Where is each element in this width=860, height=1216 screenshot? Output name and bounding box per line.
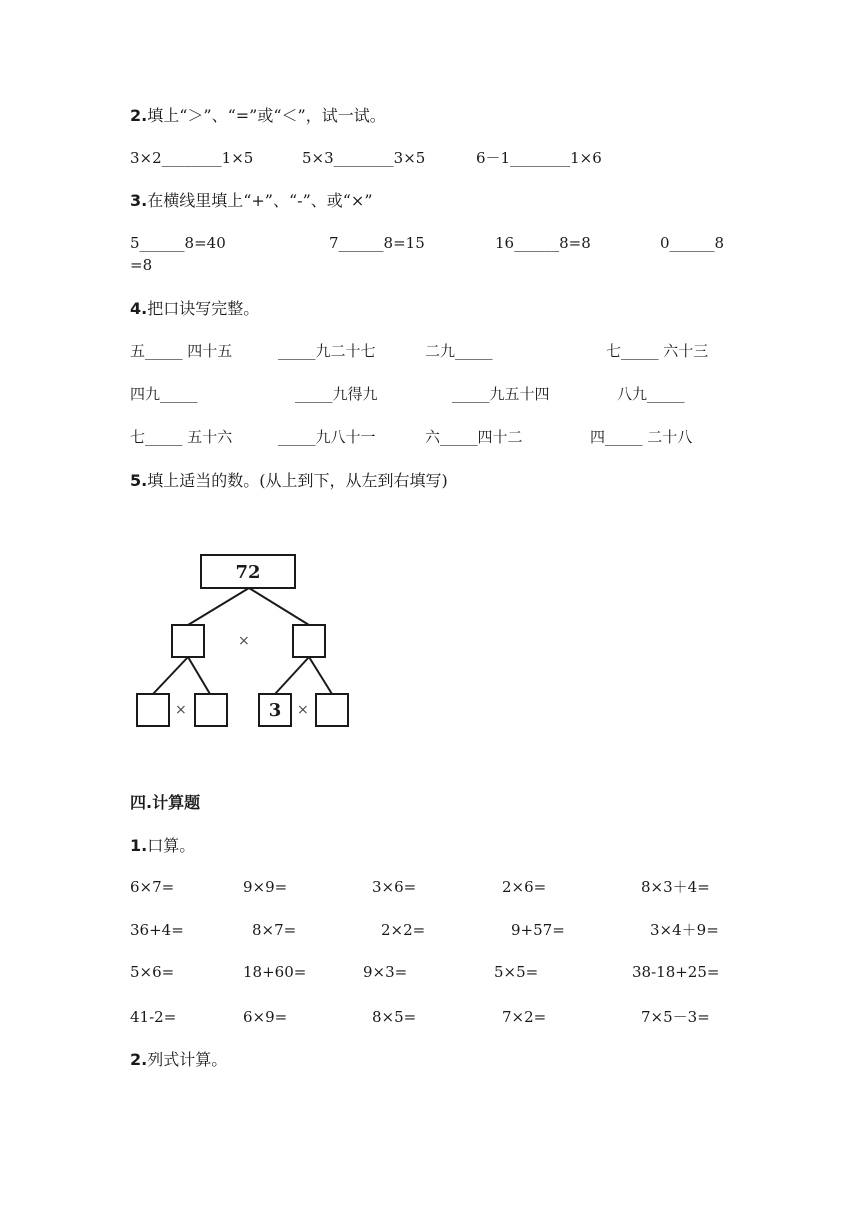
calc1-text: 口算。 xyxy=(147,836,196,855)
calc1-heading xyxy=(130,838,195,854)
calc1-r1-c5: 8×3＋4= xyxy=(641,878,710,896)
q3-item-3: 16______8=8 xyxy=(495,234,591,252)
tree-line-root-left xyxy=(188,588,249,625)
calc1-r3-c1: 5×6= xyxy=(130,963,175,981)
calc1-r2-c5: 3×4＋9= xyxy=(650,921,719,939)
q3-item-1: 5______8=40 xyxy=(130,234,226,252)
q4-text: 把口诀写完整。 xyxy=(147,299,260,318)
q4-r2-c4: 八九_____ xyxy=(617,385,685,403)
tree-leaf-1-box xyxy=(137,694,169,726)
calc1-r4-c4: 7×2= xyxy=(502,1008,547,1026)
tree-right-operator: × xyxy=(297,702,309,718)
q4-r3-c2: _____九八十一 xyxy=(278,428,376,446)
q5-text: 填上适当的数。(从上到下，从左到右填写) xyxy=(147,471,448,490)
q4-heading xyxy=(130,301,259,317)
calc2-text: 列式计算。 xyxy=(147,1050,228,1069)
calc1-number: 1. xyxy=(130,836,148,855)
q3-item-2: 7______8=15 xyxy=(329,234,425,252)
q2-text: 填上“＞”、“=”或“＜”，试一试。 xyxy=(147,106,386,125)
q4-number: 4. xyxy=(130,299,148,318)
q4-r1-c4: 七_____ 六十三 xyxy=(606,342,709,360)
calc1-r3-c3: 9×3= xyxy=(363,963,408,981)
calc1-r3-c5: 38-18+25= xyxy=(632,963,720,981)
tree-root-value: 72 xyxy=(235,562,261,583)
calc2-heading xyxy=(130,1052,227,1068)
q5-number: 5. xyxy=(130,471,148,490)
q3-text: 在横线里填上“+”、“-”、或“×” xyxy=(147,191,373,210)
tree-mid-operator: × xyxy=(238,633,250,649)
q4-r3-c3: 六_____四十二 xyxy=(425,428,523,446)
q3-item-4-wrap: =8 xyxy=(130,256,153,274)
tree-mid-left-box xyxy=(172,625,204,657)
tree-leaf-4-box xyxy=(316,694,348,726)
calc1-r1-c2: 9×9= xyxy=(243,878,288,896)
q4-r1-c3: 二九_____ xyxy=(425,342,493,360)
q2-heading xyxy=(130,108,386,124)
calc1-r4-c1: 41-2= xyxy=(130,1008,177,1026)
q2-item-1: 3×2________1×5 xyxy=(130,149,254,167)
calc2-number: 2. xyxy=(130,1050,148,1069)
calc1-r4-c2: 6×9= xyxy=(243,1008,288,1026)
calc1-r1-c1: 6×7= xyxy=(130,878,175,896)
calc1-r2-c1: 36+4= xyxy=(130,921,184,939)
q2-item-2: 5×3________3×5 xyxy=(302,149,426,167)
calc1-r1-c4: 2×6= xyxy=(502,878,547,896)
tree-line-mr-left xyxy=(275,657,309,694)
q4-r3-c1: 七_____ 五十六 xyxy=(130,428,233,446)
tree-left-operator: × xyxy=(175,702,187,718)
section-title: 四.计算题 xyxy=(130,793,201,812)
q2-number: 2. xyxy=(130,106,148,125)
calc1-r2-c2: 8×7= xyxy=(252,921,297,939)
q3-number: 3. xyxy=(130,191,148,210)
tree-leaf-2-box xyxy=(195,694,227,726)
calc1-r4-c3: 8×5= xyxy=(372,1008,417,1026)
calc1-r1-c3: 3×6= xyxy=(372,878,417,896)
q3-heading xyxy=(130,193,373,209)
q5-heading xyxy=(130,473,448,489)
tree-line-root-right xyxy=(249,588,309,625)
q2-item-3: 6－1________1×6 xyxy=(476,149,602,167)
tree-line-ml-left xyxy=(153,657,188,694)
q4-r3-c4: 四_____ 二十八 xyxy=(590,428,693,446)
q4-r2-c3: _____九五十四 xyxy=(452,385,550,403)
calc1-r4-c5: 7×5－3= xyxy=(641,1008,710,1026)
q4-r2-c2: _____九得九 xyxy=(295,385,378,403)
calc1-r2-c3: 2×2= xyxy=(381,921,426,939)
q4-r1-c2: _____九二十七 xyxy=(278,342,376,360)
q4-r2-c1: 四九_____ xyxy=(130,385,198,403)
q3-item-4: 0______8 xyxy=(660,234,725,252)
tree-mid-right-box xyxy=(293,625,325,657)
calc1-r3-c4: 5×5= xyxy=(494,963,539,981)
tree-given-value: 3 xyxy=(268,700,282,721)
tree-line-mr-right xyxy=(309,657,332,694)
calc1-r3-c2: 18+60= xyxy=(243,963,307,981)
calc1-r2-c4: 9+57= xyxy=(511,921,565,939)
tree-line-ml-right xyxy=(188,657,210,694)
q4-r1-c1: 五_____ 四十五 xyxy=(130,342,233,360)
